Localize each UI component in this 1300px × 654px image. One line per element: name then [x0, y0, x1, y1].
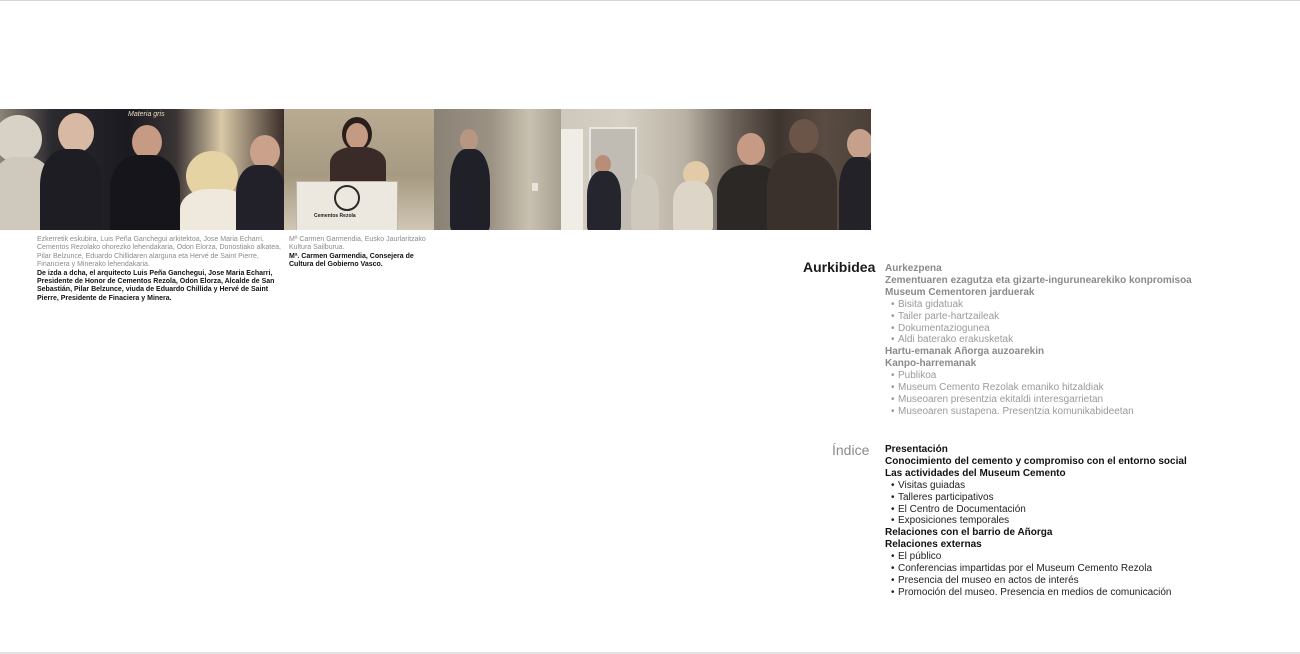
index-item: Kanpo-harremanak [885, 358, 977, 370]
caption-spanish: De izda a dcha, el arquitecto Luis Peña Ganchegui, Jose Maria Echarri, Presidente de Honor de Cementos Rezola, Odon Elorza, Alcalde de San Sebastián, Pilar Belzunce, viuda de Eduardo Chillida y Hervé de Saint Pierre, Presidente de Finaciera y Minera. [37, 269, 275, 302]
index-subitem: • Exposiciones temporales [885, 515, 1187, 527]
index-item: Presentación [885, 444, 948, 455]
wall-sign: Materia gris [128, 111, 165, 118]
photo-caption-2 [289, 236, 435, 270]
index-item: Museum Cementoren jarduerak [885, 286, 1035, 298]
photo-audience [561, 109, 871, 230]
index-item: Zementuaren ezagutza eta gizarte-ingurunearekiko konpromisoa [885, 274, 1192, 286]
index-item: Relaciones con el barrio de Añorga [885, 527, 1053, 539]
caption-basque: Mª Carmen Garmendia, Eusko Jaurlaritzako Kultura Sailburua. [289, 236, 426, 252]
index-heading-spanish: Índice [832, 442, 870, 458]
index-subitem: • Presencia del museo en actos de interés [885, 575, 1187, 587]
index-item: Aurkezpena [885, 263, 942, 274]
caption-spanish: Mª. Carmen Garmendia, Consejera de Cultura del Gobierno Vasco. [289, 252, 414, 269]
index-item: Las actividades del Museum Cemento [885, 467, 1066, 479]
index-subitem: • Talleres participativos [885, 492, 1187, 504]
index-item: Hartu-emanak Añorga auzoarekin [885, 346, 1045, 358]
index-item: Relaciones externas [885, 539, 982, 551]
index-subitem: • Museoaren presentzia ekitaldi interesgarrietan [885, 394, 1192, 406]
index-subitem: • Dokumentaziogunea [885, 323, 1192, 335]
index-subitem: • Aldi baterako erakusketak [885, 334, 1192, 346]
index-subitem: • Promoción del museo. Presencia en medios de comunicación [885, 587, 1187, 599]
index-list-basque [885, 263, 1192, 418]
photo-man-applauding [434, 109, 561, 230]
photo-caption-1 [37, 236, 283, 303]
index-list-spanish [885, 444, 1187, 599]
index-subitem: • Conferencias impartidas por el Museum Cemento Rezola [885, 563, 1187, 575]
index-subitem: • Tailer parte-hartzaileak [885, 311, 1192, 323]
photo-speaker-podium [284, 109, 434, 230]
podium-sign: Cementos Rezola [314, 213, 356, 219]
index-heading-basque: Aurkibidea [803, 259, 876, 275]
index-subitem: • Museoaren sustapena. Presentzia komunikabideetan [885, 406, 1192, 418]
index-subitem: • Museum Cemento Rezolak emaniko hitzaldiak [885, 382, 1192, 394]
index-subitem: • Publikoa [885, 370, 1192, 382]
caption-basque: Ezkerretik eskubira, Luis Peña Ganchegui arkitektoa, Jose Maria Echarri, Cementos Rezolako ohorezko lehendakaria, Odon Elorza, Donostiako alkatea, Pilar Belzunce, Eduardo Chillidaren alarguna eta Hervé de Saint Pierre, Financiera y Minerako lehendakaria. [37, 236, 281, 269]
photo-group-greeting [0, 109, 284, 230]
top-rule [0, 0, 1300, 1]
index-subitem: • El Centro de Documentación [885, 504, 1187, 516]
index-subitem: • El público [885, 551, 1187, 563]
index-subitem: • Visitas guiadas [885, 480, 1187, 492]
index-subitem: • Bisita gidatuak [885, 299, 1192, 311]
index-item: Conocimiento del cemento y compromiso con el entorno social [885, 455, 1187, 467]
